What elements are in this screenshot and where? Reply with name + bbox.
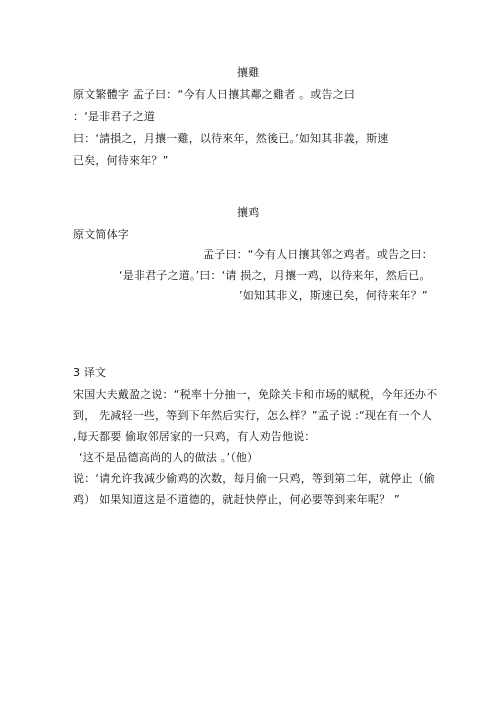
section-title-traditional: 攘雞	[237, 66, 260, 79]
text-line: 原文繁體字 孟子曰：“今有人日攘其鄰之雞者 。或告之曰	[73, 88, 356, 101]
text-line: ‘这不是品德高尚的人的做法 。’（他）	[79, 451, 259, 464]
text-line: 孟子曰：“今有人日攘其邻之鸡者。或告之曰：	[203, 248, 433, 261]
text-line: 已矣，何待來年？”	[73, 154, 169, 167]
section-title-translation: 3 译文	[73, 366, 107, 379]
text-line: ’如知其非义，斯速已矣，何待来年？”	[239, 289, 428, 302]
text-line: 到， 先减轻一些，等到下年然后实行，怎么样？”孟子说 :“现在有一个人	[73, 409, 433, 422]
text-line: 宋国大夫戴盈之说：“税率十分抽一，免除关卡和市场的赋税，今年还办不	[73, 388, 438, 401]
text-line: 鸡） 如果知道这是不道德的，就赶快停止，何必要等到来年呢？ ”	[73, 493, 400, 506]
section-subtitle: 原文简体字	[73, 228, 129, 241]
text-line: 说：‘请允许我减少偷鸡的次数，每月偷一只鸡，等到第二年，就停止（偷	[73, 472, 436, 485]
text-line: ：‘是非君子之道	[73, 110, 156, 123]
text-line: ‘是非君子之道。’曰：‘请 损之，月攘一鸡，以待来年，然后已。	[119, 269, 431, 282]
section-title-simplified: 攘鸡	[237, 206, 260, 219]
text-line: ,每天都要 偷取邻居家的一只鸡，有人劝告他说：	[73, 430, 316, 443]
text-line: 曰：‘請損之，月攘一雞，以待來年，然後已。’如知其非義，斯速	[73, 132, 389, 145]
